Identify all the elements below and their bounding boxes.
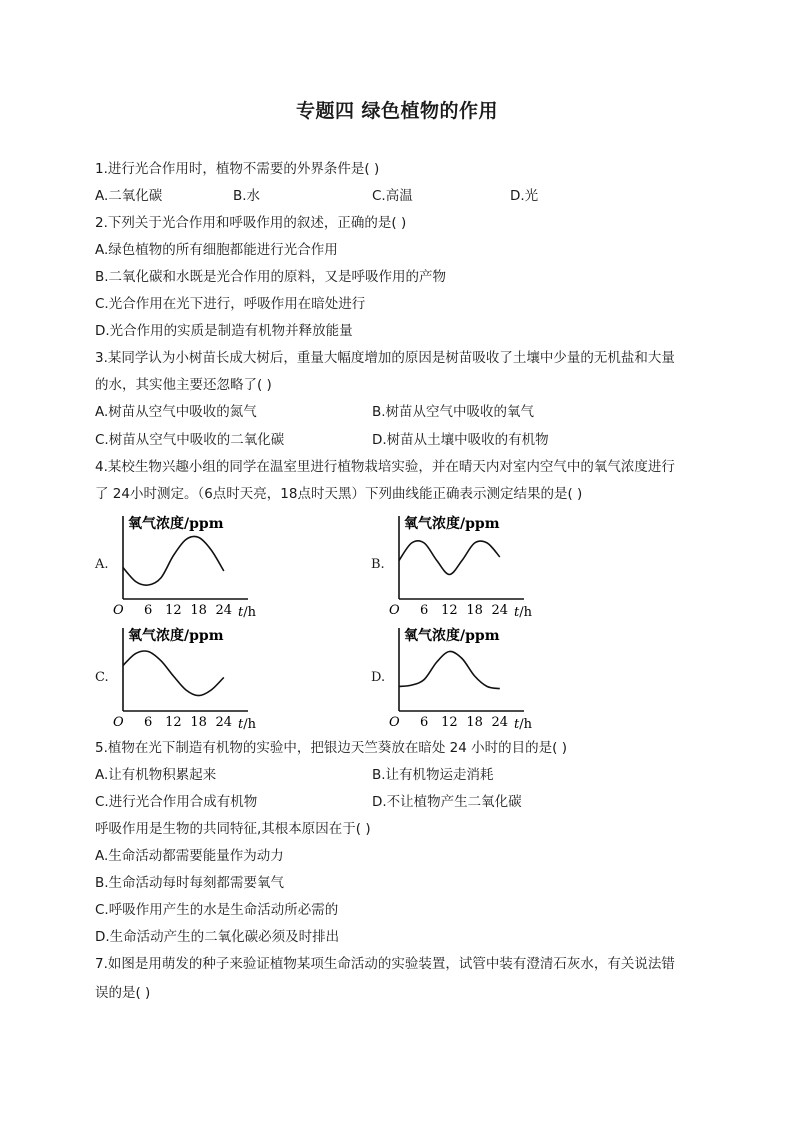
q3-option-c: C.树苗从空气中吸收的二氧化碳	[95, 432, 285, 448]
x-tick-label: 18	[190, 603, 207, 618]
x-tick-label: 6	[144, 715, 153, 730]
q5-option-a: A.让有机物积累起来	[95, 767, 217, 783]
q2-option-d: D.光合作用的实质是制造有机物并释放能量	[95, 323, 353, 339]
q3-option-a: A.树苗从空气中吸收的氮气	[95, 404, 257, 420]
series-line	[123, 536, 224, 585]
oxygen-graph-a	[108, 510, 268, 618]
question-7-stem-line1: 7.如图是用萌发的种子来验证植物某项生命活动的实验装置，试管中装有澄清石灰水，有关说法错	[95, 956, 675, 972]
x-tick-label: 18	[190, 715, 207, 730]
x-axis-label: t/h	[514, 605, 532, 618]
q3-option-d: D.树苗从土壤中吸收的有机物	[372, 432, 549, 448]
x-axis-label: t/h	[514, 717, 532, 730]
question-2-stem: 2.下列关于光合作用和呼吸作用的叙述，正确的是( )	[95, 215, 407, 231]
series-line	[123, 651, 224, 696]
question-1-stem: 1.进行光合作用时，植物不需要的外界条件是( )	[95, 161, 380, 177]
graph-a-label: A.	[95, 557, 109, 572]
y-axis-label: 氧气浓度/ppm	[128, 516, 224, 532]
oxygen-graph-d	[384, 622, 544, 730]
origin-label: O	[113, 715, 124, 730]
question-4-stem-line1: 4.某校生物兴趣小组的同学在温室里进行植物栽培实验，并在晴天内对室内空气中的氧气浓度进行	[95, 459, 675, 475]
graph-b-label: B.	[371, 557, 385, 572]
oxygen-graph-b	[384, 510, 544, 618]
x-tick-label: 18	[466, 715, 483, 730]
y-axis-label: 氧气浓度/ppm	[404, 516, 500, 532]
x-axis-label: t/h	[238, 605, 256, 618]
question-3-stem-line2: 的水，其实他主要还忽略了( )	[95, 377, 272, 393]
x-tick-label: 18	[466, 603, 483, 618]
q1-option-b: B.水	[233, 188, 261, 204]
q2-option-c: C.光合作用在光下进行，呼吸作用在暗处进行	[95, 296, 366, 312]
q5-option-b: B.让有机物运走消耗	[372, 767, 494, 783]
q1-option-d: D.光	[510, 188, 539, 204]
question-3-stem-line1: 3.某同学认为小树苗长成大树后，重量大幅度增加的原因是树苗吸收了土壤中少量的无机盐和大量	[95, 350, 675, 366]
q5-option-c: C.进行光合作用合成有机物	[95, 794, 258, 810]
q6-option-b: B.生命活动每时每刻都需要氧气	[95, 875, 285, 891]
origin-label: O	[113, 603, 124, 618]
oxygen-graph-c	[108, 622, 268, 730]
page-title: 专题四 绿色植物的作用	[295, 100, 499, 122]
x-tick-label: 24	[215, 715, 233, 730]
q1-option-a: A.二氧化碳	[95, 188, 163, 204]
x-tick-label: 24	[215, 603, 233, 618]
x-tick-label: 24	[491, 603, 509, 618]
y-axis-label: 氧气浓度/ppm	[404, 628, 500, 644]
q1-option-c: C.高温	[372, 188, 413, 204]
x-tick-label: 12	[165, 603, 182, 618]
x-tick-label: 6	[420, 603, 429, 618]
question-4-stem-line2: 了 24小时测定。（6点时天亮，18点时天黑）下列曲线能正确表示测定结果的是( )	[95, 486, 583, 502]
x-tick-label: 12	[441, 715, 458, 730]
y-axis-label: 氧气浓度/ppm	[128, 628, 224, 644]
x-tick-label: 12	[165, 715, 182, 730]
q3-option-b: B.树苗从空气中吸收的氧气	[372, 404, 535, 420]
x-tick-label: 6	[420, 715, 429, 730]
q2-option-a: A.绿色植物的所有细胞都能进行光合作用	[95, 242, 338, 258]
q5-option-d: D.不让植物产生二氧化碳	[372, 794, 522, 810]
q6-option-c: C.呼吸作用产生的水是生命活动所必需的	[95, 902, 339, 918]
x-axis-label: t/h	[238, 717, 256, 730]
x-tick-label: 24	[491, 715, 509, 730]
q2-option-b: B.二氧化碳和水既是光合作用的原料，又是呼吸作用的产物	[95, 269, 447, 285]
graph-d-label: D.	[371, 670, 386, 685]
x-tick-label: 6	[144, 603, 153, 618]
q6-option-a: A.生命活动都需要能量作为动力	[95, 848, 284, 864]
question-6-stem: 呼吸作用是生物的共同特征,其根本原因在于( )	[95, 821, 371, 837]
origin-label: O	[389, 715, 400, 730]
x-tick-label: 12	[441, 603, 458, 618]
series-line	[399, 651, 500, 688]
series-line	[399, 541, 500, 575]
origin-label: O	[389, 603, 400, 618]
question-7-stem-line2: 误的是( )	[95, 985, 151, 1001]
q6-option-d: D.生命活动产生的二氧化碳必须及时排出	[95, 929, 340, 945]
question-5-stem: 5.植物在光下制造有机物的实验中，把银边天竺葵放在暗处 24 小时的目的是( )	[95, 740, 567, 756]
graph-c-label: C.	[95, 670, 109, 685]
